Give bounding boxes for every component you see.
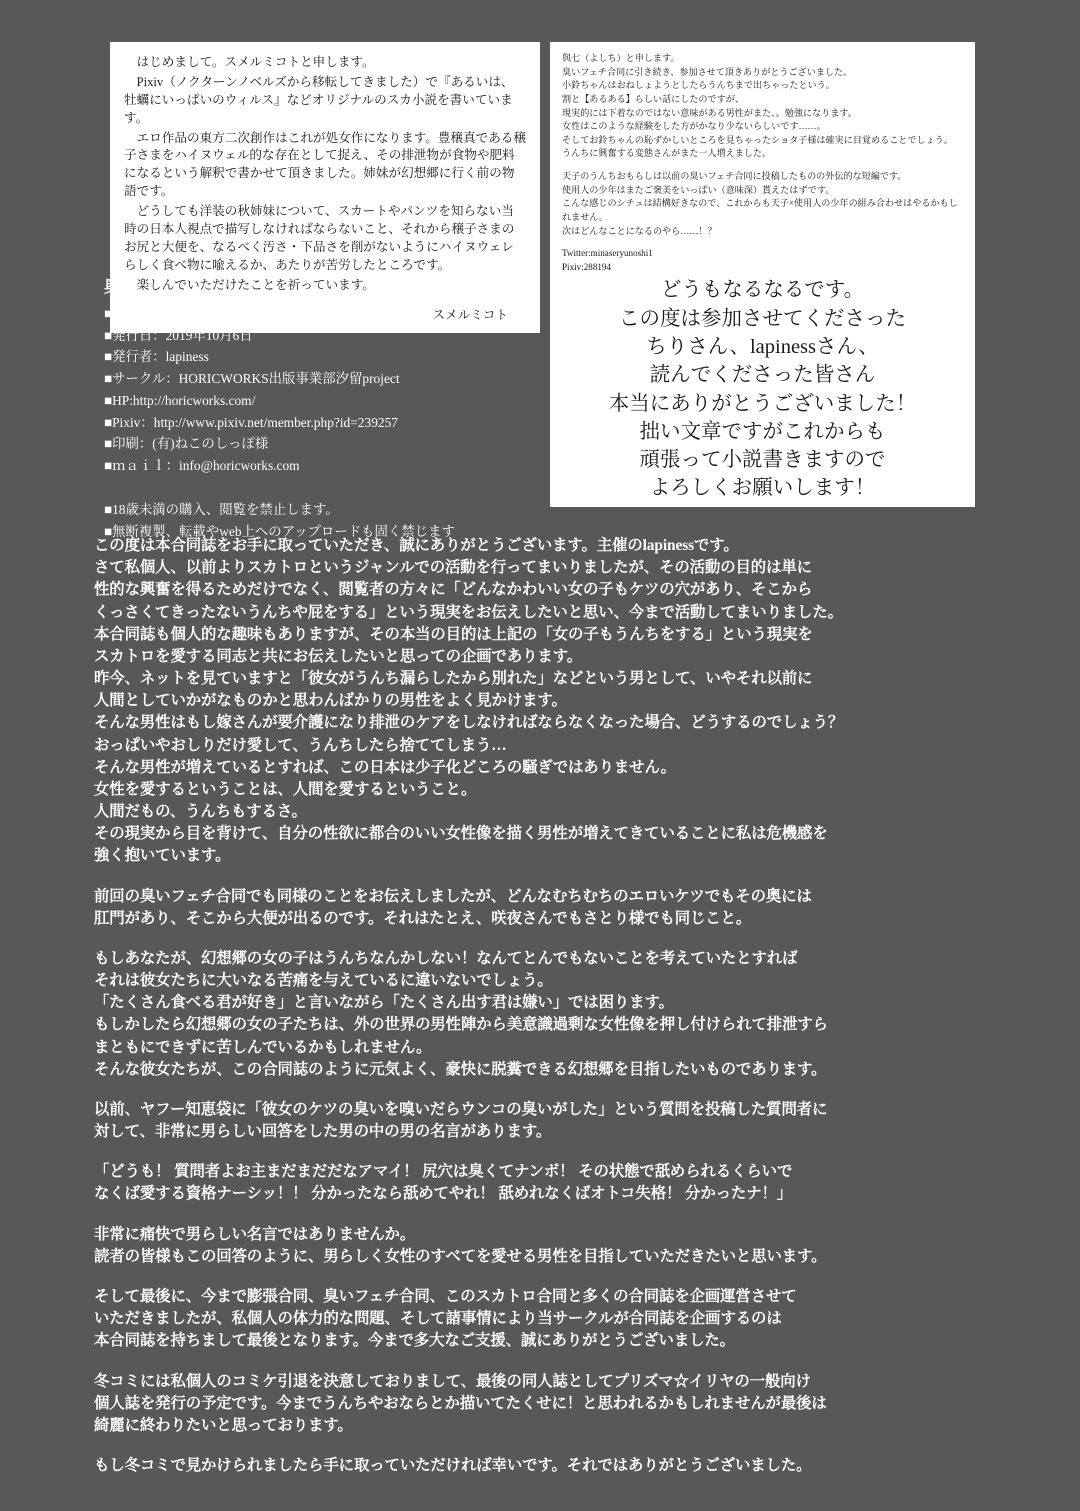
afterword-line: 人間だもの、うんちもするさ。	[94, 803, 307, 821]
afterword-line: 人間としていかがなものかと思わんばかりの男性をよく見かけます。	[94, 692, 567, 710]
afterword-line: 冬コミには私個人のコミケ引退を決意しておりまして、最後の同人誌としてプリズマ☆イリヤの一般向け	[94, 1372, 811, 1390]
afterword-line: 非常に痛快で男らしい名言ではありませんか。	[94, 1225, 416, 1243]
colophon-list	[104, 303, 534, 477]
colophon-item: ■発行日：2019年10月6日	[104, 327, 253, 343]
note-line: 現実的には下着なのではない意味がある男性がまた、。勉強になります。	[562, 107, 857, 118]
afterword-line: もしあなたが、幻想郷の女の子はうんちなんかしない！なんてとんでもないことを考えていたとすれば	[94, 949, 798, 967]
afterword-block	[94, 1099, 994, 1143]
twitter-handle: Twitter:minaseryunoshi1	[562, 248, 653, 259]
spacer	[562, 238, 963, 247]
afterword-line: 昨今、ネットを見ていますと「彼女がうんち漏らしたから別れた」などという男として、いやそれ以前に	[94, 670, 813, 688]
colophon-title: 奥付	[104, 277, 140, 296]
afterword-line: 前回の臭いフェチ合同でも同様のことをお伝えしましたが、どんなむちむちのエロいケツでもその奥には	[94, 887, 812, 905]
afterword-line: それは彼女たちに大いなる苦痛を与えているに違いないでしょう。	[94, 972, 553, 990]
afterword-line: おっぱいやおしりだけ愛して、うんちしたら捨ててしまう…	[94, 736, 507, 754]
note-paragraph: 楽しんでいただけたことを祈っています。	[136, 277, 375, 292]
colophon-item-pixiv[interactable]: ■Pixiv：http://www.pixiv.net/member.php?id=239257	[104, 414, 398, 430]
afterword-line: くっさくてきったないうんちや屁をする」という現実をお伝えしたいと思い、今まで活動してまいりました。	[94, 603, 843, 621]
colophon	[104, 272, 534, 543]
afterword-line: 読者の皆様もこの回答のように、男らしく女性のすべてを愛せる男性を目指していただきたいと思います。	[94, 1247, 827, 1265]
note-line: 與七（よしち）と申します。	[562, 53, 680, 63]
spacer	[562, 161, 963, 170]
afterword-block	[94, 948, 994, 1081]
afterword-line: そんな男性はもし嫁さんが要介護になり排泄のケアをしなければならなくなった場合、どうするのでしょう？	[94, 714, 844, 732]
note-line: 次はどんなことになるのやら……！？	[562, 225, 717, 236]
afterword-line: 以前、ヤフー知恵袋に「彼女のケツの臭いを嗅いだらウンコの臭いがした」という質問を投稿した質問者に	[94, 1100, 828, 1118]
afterword-line: そんな彼女たちが、この合同誌のように元気よく、豪快に脱糞できる幻想郷を目指したいものであります。	[94, 1060, 827, 1078]
afterword-line: 性的な興奮を得るためだけでなく、閲覧者の方々に「どんなかわいい女の子もケツの穴があり、そこから	[94, 581, 813, 599]
afterword-line: 個人誌を発行の予定です。今までうんちやおならとか描いてたくせに！と思われるかもしれませんが最後は	[94, 1394, 827, 1412]
afterword-line: まともにできずに苦しんでいるかもしれません。	[94, 1038, 432, 1056]
afterword-line: なくば愛する資格ナーシッ！！ 分かったなら舐めてやれ！ 舐めれなくばオトコ失格！ 分かったナ！」	[94, 1185, 793, 1203]
afterword-line: いただきましたが、私個人の体力的な問題、そして諸事情により当サークルが合同誌を企画するのは	[94, 1310, 782, 1328]
colophon-item-hp[interactable]: ■HP:http://horicworks.com/	[104, 392, 256, 408]
colophon-item: ■発行者：lapiness	[104, 349, 209, 365]
note-line: 天子のうんちおもらしは以前の臭いフェチ合同に投稿したものの外伝的な短編です。	[562, 171, 907, 182]
afterword-block	[94, 1286, 994, 1353]
note-line: 使用人の少年はまたご褒美をいっぱい（意味深）貰えたはずです。	[562, 184, 835, 195]
afterword-line: 本合同誌も個人的な趣味もありますが、その本当の目的は上記の「女の子もうんちをする」という現実を	[94, 625, 813, 643]
afterword-line: そんな男性が増えているとすれば、この日本は少子化どころの騒ぎではありません。	[94, 758, 676, 776]
afterword-line: 「たくさん食べる君が好き」と言いながら「たくさん出す君は嫌い」では困ります。	[94, 994, 674, 1012]
note-line: 小鈴ちゃんはおねしょようとしたらうんちまで出ちゃったという。	[562, 80, 835, 91]
afterword-block	[94, 886, 994, 930]
afterword-block	[94, 1371, 994, 1438]
colophon-item: ■サークル：HORICWORKS出版事業部汐留project	[104, 371, 400, 387]
afterword-line: 対して、非常に男らしい回答をした男の中の男の名言があります。	[94, 1123, 552, 1141]
thanks-line: 読んでくださった皆さん	[649, 364, 876, 387]
afterword-line: 本合同誌を持ちまして最後となります。今まで多大なご支援、誠にありがとうございました。	[94, 1332, 735, 1350]
note-line: うんちに興奮する変態さんがまた一人増えました。	[562, 148, 772, 159]
note-line: 割と【あるある】らしい話にしたのですが、	[562, 93, 744, 104]
afterword-line: もしかしたら幻想郷の女の子たちは、外の世界の男性陣から美意識過剰な女性像を押し付けられて排泄すら	[94, 1016, 828, 1034]
afterword-text	[94, 535, 994, 1477]
afterword-line: 「どうも！ 質問者よお主まだまだだなアマイ！ 尻穴は臭くてナンボ！ その状態で舐められるくらいで	[94, 1163, 793, 1181]
thanks-line: ちりさん、lapinessさん、	[646, 335, 879, 358]
pixiv-id: Pixiv:288194	[562, 261, 612, 272]
thanks-line: よろしくお願いします！	[649, 477, 876, 500]
note-paragraph: どうしても洋装の秋姉妹について、スカートやパンツを知らない当時の日本人視点で描写しなければならないこと、それから穣子さまのお尻と大便を、なるべく汚さ・下品さを削がないようにハイヌウェレらしく食べ物に喩えるか、あたりが苦労したところです。	[124, 204, 515, 272]
note-line: 臭いフェチ合同に引き続き、参加させて頂きありがとうございました。	[562, 66, 853, 77]
afterword-quote	[94, 1161, 994, 1205]
afterword-line: 女性を愛するということは、人間を愛するということ。	[94, 780, 477, 798]
colophon-item: ■印刷：(有)ねこのしっぽ様	[104, 436, 269, 452]
afterword-line: その現実から目を背けて、自分の性欲に都合のいい女性像を描く男性が増えてきていることに私は危機感を	[94, 825, 828, 843]
afterword-line: 綺麗に終わりたいと思っております。	[94, 1416, 353, 1434]
afterword-line: そして最後に、今まで膨張合同、臭いフェチ合同、このスカトロ合同と多くの合同誌を企画運営させて	[94, 1287, 797, 1305]
thanks-line: どうもなるなるです。	[660, 279, 865, 302]
thanks-line: この度は参加させてくださった	[619, 307, 906, 330]
afterword-line: もし冬コミで見かけられましたら手に取っていただければ幸いです。それではありがとうございました。	[94, 1457, 812, 1475]
note-line: そしてお鈴ちゃんの恥ずかしいところを見ちゃったショタ子様は確実に目覚めることでしょう。	[562, 134, 953, 145]
colophon-item-mail[interactable]: ■ｍａｉｌ：info@horicworks.com	[104, 457, 300, 473]
note-paragraph: はじめまして。スメルミコトと申します。	[136, 55, 375, 69]
note-line: 女性はこのような経験をした方がかなり少ないらしいです……。	[562, 121, 826, 132]
note-paragraph: エロ作品の東方二次創作はこれが処女作になります。豊穣真である穣子さまをハイヌウェル的な存在として捉え、その排泄物が食物や肥料になるという解釈で書かせて頂きました。姉妹が幻想郷に行く前の物語です。	[124, 130, 526, 199]
afterword-block	[94, 1224, 994, 1268]
thanks-line: 拙い文章ですがこれからも	[639, 420, 886, 443]
note-signature: スメルミコト	[432, 308, 508, 323]
thanks-box	[550, 272, 975, 507]
afterword-line: さて私個人、以前よりスカトロというジャンルでの活動を行ってまいりましたが、その活動の目的は単に	[94, 559, 812, 577]
afterword-block	[94, 535, 994, 868]
afterword-line: 強く抱いています。	[94, 847, 231, 865]
note-line: こんな感じのシチュは結構好きなので、これからも天子×使用人の少年の組み合わせはやるかもしれません。	[562, 198, 958, 223]
afterword-line: スカトロを愛する同志と共にお伝えしたいと思っての企画であります。	[94, 647, 583, 665]
age-restriction-note: ■18歳未満の購入、閲覧を禁止します。	[104, 501, 339, 517]
thanks-line: 本当にありがとうございました！	[608, 392, 917, 415]
afterword-line: 肛門があり、そこから大便が出るのです。それはたとえ、咲夜さんでもさとり様でも同じこと。	[94, 909, 752, 927]
note-paragraph: Pixiv（ノクターンノベルズから移転してきました）で『あるいは、牡蠣にいっぱいのウィルス』などオリジナルのスカ小説を書いています。	[124, 74, 514, 125]
copyright-note: ■無断複製、転載やweb上へのアップロードも固く禁じます	[104, 523, 455, 539]
afterword-block	[94, 1455, 994, 1477]
thanks-line: 頑張って小説書きますので	[639, 449, 886, 472]
colophon-item: ■誌名：東方スカトロジー合同誌「便女!!!!!!!!」	[104, 306, 389, 321]
afterword-line: この度は本合同誌をお手に取っていただき、誠にありがとうございます。主催のlapinessです。	[94, 537, 739, 554]
